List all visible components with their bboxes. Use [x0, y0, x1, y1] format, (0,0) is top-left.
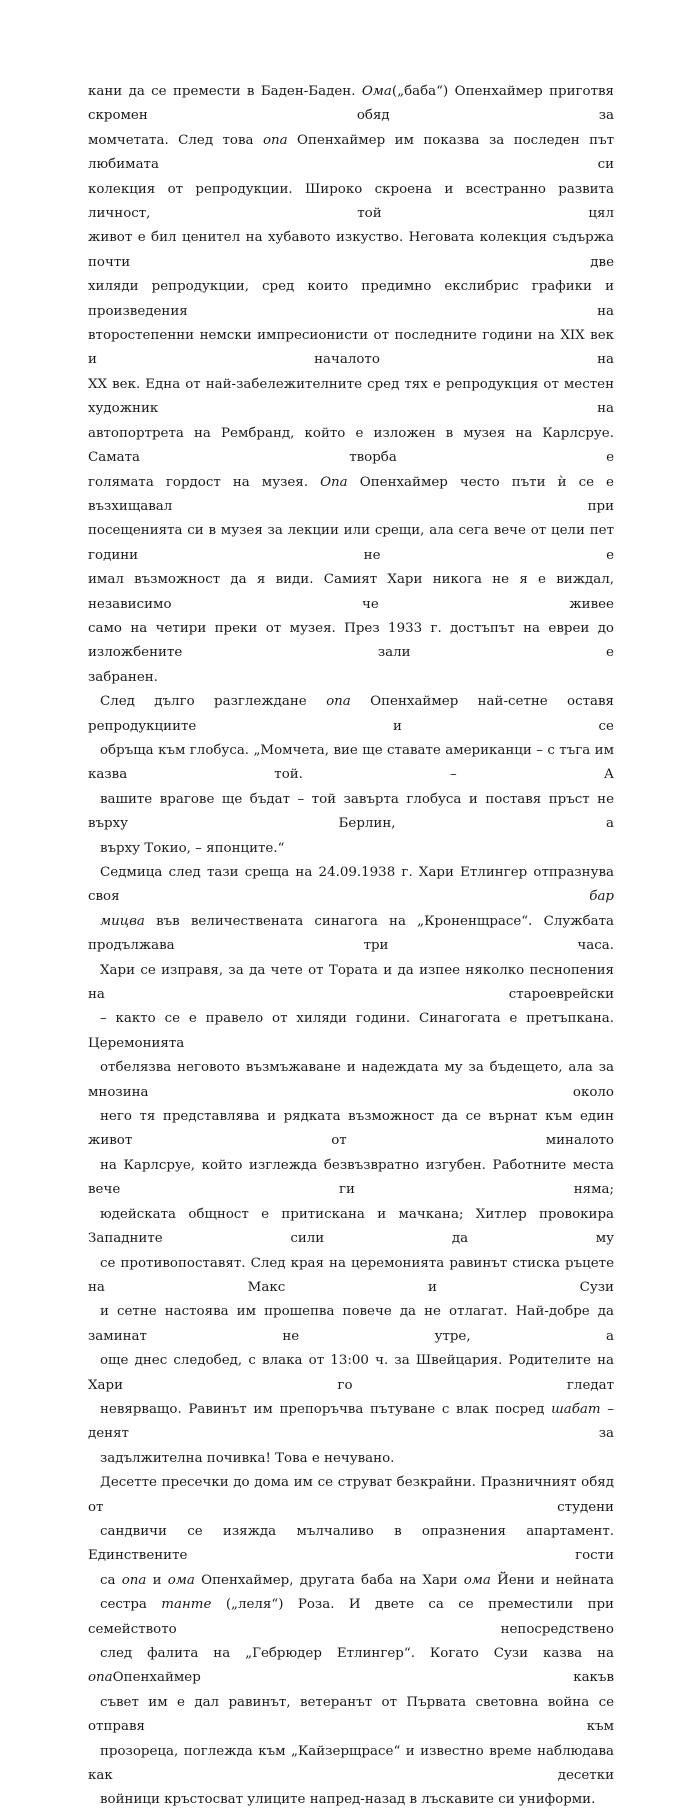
text-line [88, 1007, 614, 1056]
paragraph-3 [88, 861, 614, 1471]
text-run: („леля“) Роза. И двете са се преместили при семейството непосредствено [88, 1597, 614, 1637]
text-run: във величествената синагога на „Кроненщрасе“. Службата продължава три часа. [88, 913, 614, 954]
text-run: След дълго разглеждане [100, 694, 327, 710]
text-run: – денят за [88, 1401, 614, 1442]
text-run: него тя представлява и рядката възможност да се върнат към един живот от миналото [88, 1109, 614, 1149]
text-line [88, 1203, 614, 1252]
text-line [88, 1788, 614, 1812]
text-run: Опенхаймер им показва за последен път любимата си [88, 132, 614, 173]
text-run: посещенията си в музея за лекции или срещи, ала сега вече от цели пет години не е [88, 523, 614, 563]
text-run: Опенхаймер често пъти ѝ се е възхищавал при [88, 474, 614, 514]
text-run: отбелязва неговото възмъжаване и надеждата му за бъдещето, ала за мнозина около [88, 1060, 614, 1100]
text-run: забранен. [88, 669, 158, 685]
text-run: обръща към глобуса. „Момчета, вие ще ставате американци – с тъга им казва той. – А [88, 742, 614, 783]
text-line [88, 690, 614, 739]
text-run: невярващо. Равинът им препоръчва пътуване с влак посред [100, 1401, 552, 1417]
italic-term: Опа [320, 474, 348, 490]
italic-term: Ома [361, 84, 392, 99]
text-run: и сетне настоява им прошепва повече да не отлагат. Най-добре да заминат не утре, а [88, 1304, 614, 1344]
text-run: колекция от репродукции. Широко скроена и всестранно развита личност, той цял [88, 181, 614, 222]
text-line [88, 324, 614, 373]
text-line [88, 568, 614, 617]
italic-term: мицва [100, 913, 145, 929]
text-run: Йени и нейната [490, 1572, 614, 1588]
text-run: живот е бил ценител на хубавото изкуство. Неговата колекция съдържа почти две [88, 230, 614, 270]
text-line [88, 1569, 614, 1593]
text-run: Хари се изправя, за да чете от Тората и да изпее няколко песнопения на староеврейски [88, 962, 614, 1003]
text-line [88, 1300, 614, 1349]
text-run: върху Токио, – японците.“ [100, 840, 285, 856]
italic-term: танте [161, 1597, 212, 1613]
italic-term: ома [167, 1572, 195, 1588]
text-line [88, 861, 614, 910]
italic-term: шабат [551, 1401, 601, 1417]
text-line [88, 422, 614, 471]
text-run: Седмица след тази среща на 24.09.1938 г. Хари Етлингер отпразнува своя [88, 865, 614, 905]
text-line [88, 959, 614, 1008]
text-run: само на четири преки от музея. През 1933 г. достъпът на евреи до изложбените зали е [88, 620, 614, 661]
text-line [88, 1471, 614, 1520]
text-run: след фалита на „Гебрюдер Етлингер“. Когато Сузи казва на [100, 1646, 614, 1661]
text-run: още днес следобед, с влака от 13:00 ч. за Швейцария. Родителите на Хари го гледат [88, 1353, 614, 1393]
text-line [88, 519, 614, 568]
text-run: кани да се премести в Баден-Баден. [88, 84, 362, 99]
text-line [88, 1154, 614, 1203]
text-line [88, 739, 614, 788]
italic-term: опа [88, 1670, 113, 1686]
text-run: автопортрета на Рембранд, който е изложен в музея на Карлсруе. Самата творба е [88, 425, 614, 466]
text-line [88, 666, 614, 690]
text-run: юдейската общност е притискана и мачкана; Хитлер провокира Западните сили да му [88, 1206, 614, 1247]
text-line [88, 178, 614, 227]
text-line [88, 788, 614, 837]
text-run: – както се е правело от хиляди години. Синагогата е претъпкана. Церемонията [88, 1011, 614, 1051]
italic-term: опа [121, 1572, 147, 1588]
text-run: имал възможност да я види. Самият Хари никога не я е виждал, независимо че живее [88, 572, 614, 612]
text-line [88, 617, 614, 666]
paragraph-2 [88, 690, 614, 861]
text-run: са [100, 1572, 122, 1588]
text-line [88, 373, 614, 422]
text-run: и [146, 1572, 168, 1588]
text-run: голямата гордост на музея. [88, 474, 321, 490]
text-run: Опенхаймер какъв [112, 1670, 614, 1686]
text-run: задължителна почивка! Това е нечувано. [100, 1450, 395, 1466]
text-run: Опенхаймер, другата баба на Хари [194, 1572, 464, 1588]
text-run: сандвичи се изяжда мълчаливо в опразнения апартамент. Единствените гости [88, 1523, 614, 1564]
italic-term: бар [589, 889, 614, 905]
italic-term: ома [463, 1572, 491, 1588]
text-line [88, 1642, 614, 1691]
text-line [88, 1593, 614, 1642]
text-line [88, 1691, 614, 1740]
italic-term: опа [262, 132, 288, 148]
text-run: войници кръстосват улиците напред-назад в лъскавите си униформи. [100, 1792, 596, 1808]
text-line [88, 275, 614, 324]
text-run: („баба“) Опенхаймер приготвя скромен обяд за [88, 84, 614, 124]
text-run: второстепенни немски импресионисти от последните години на XIX век и началото на [88, 328, 614, 368]
text-line [88, 1105, 614, 1154]
text-line [88, 226, 614, 275]
text-run: XX век. Една от най-забележителните сред тях е репродукция от местен художник на [88, 376, 614, 417]
paragraph-4 [88, 1471, 614, 1813]
document-page [88, 80, 614, 1813]
text-run: на Карлсруе, който изглежда безвъзвратно изгубен. Работните места вече ги няма; [88, 1157, 614, 1198]
text-run: сестра [100, 1597, 162, 1613]
text-run: вашите врагове ще бъдат – той завърта глобуса и поставя пръст не върху Берлин, а [88, 791, 614, 832]
text-line [88, 1740, 614, 1789]
text-line [88, 1398, 614, 1447]
italic-term: опа [326, 694, 351, 710]
text-run: Опенхаймер най-сетне оставя репродукциите и се [88, 694, 614, 734]
text-line [88, 1349, 614, 1398]
text-line [88, 471, 614, 520]
text-line [88, 80, 614, 129]
text-run: момчетата. След това [88, 132, 263, 148]
text-line [88, 837, 614, 861]
text-run: Десетте пресечки до дома им се струват безкрайни. Празничният обяд от студени [88, 1475, 614, 1515]
text-line [88, 1252, 614, 1301]
paragraph-1 [88, 80, 614, 690]
text-run: хиляди репродукции, сред които предимно екслибрис графики и произведения на [88, 279, 614, 319]
text-run: се противопоставят. След края на церемонията равинът стиска ръцете на Макс и Сузи [88, 1255, 614, 1295]
text-line [88, 1056, 614, 1105]
text-run: съвет им е дал равинът, ветеранът от Първата световна война се отправя към [88, 1694, 614, 1735]
text-line [88, 1520, 614, 1569]
text-line [88, 129, 614, 178]
text-line [88, 1447, 614, 1471]
text-run: прозореца, поглежда към „Кайзерщрасе“ и известно време наблюдава как десетки [88, 1743, 614, 1784]
text-line [88, 910, 614, 959]
